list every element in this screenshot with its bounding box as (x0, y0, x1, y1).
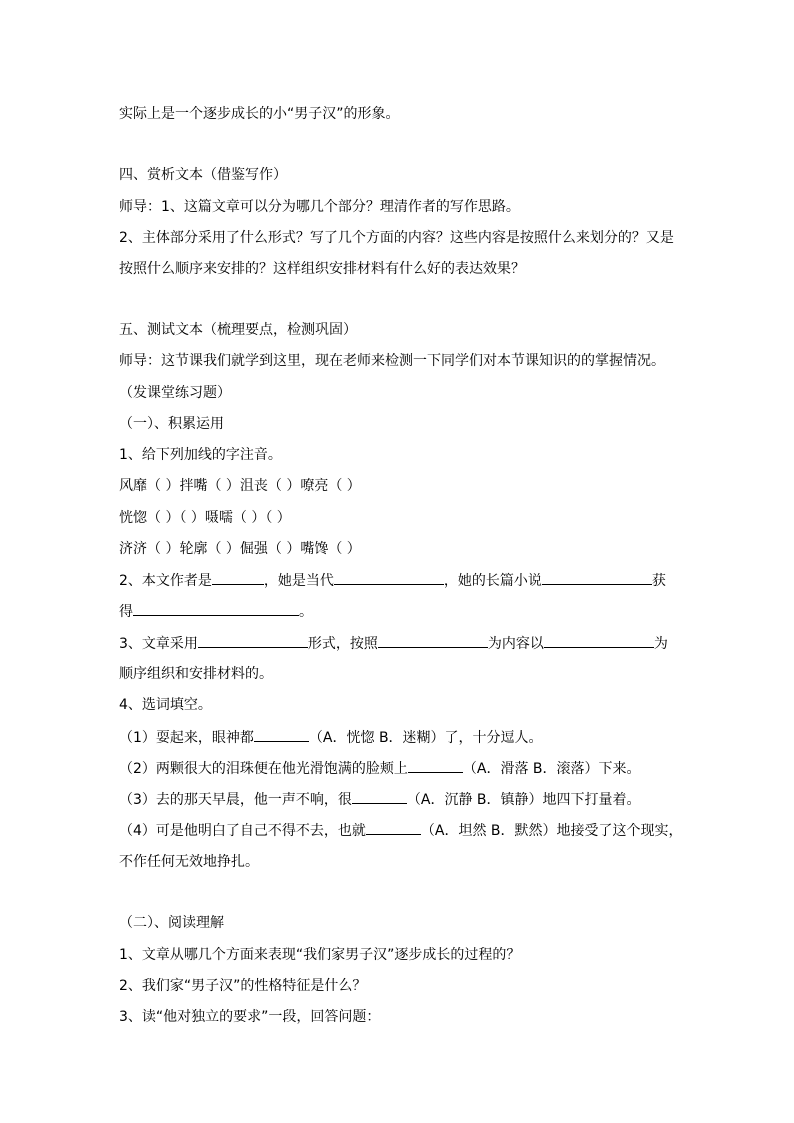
question-2-continued (119, 602, 313, 621)
paragraph-line: 顺序组织和安排材料的。 (119, 666, 273, 682)
question-text: ，她的长篇小说 (443, 573, 542, 589)
fill-blank[interactable] (378, 634, 488, 648)
subsection-heading: （一）、积累运用 (119, 416, 224, 432)
choice-item (119, 728, 543, 747)
question-3 (119, 634, 673, 653)
question-line: 1、给下列加线的字注音。 (119, 447, 282, 463)
fill-blank[interactable] (544, 634, 654, 648)
paragraph-line: 师导：1、这篇文章可以分为哪几个部分？理清作者的写作思路。 (119, 199, 520, 215)
fill-blank[interactable] (254, 728, 309, 742)
question-text: 。 (299, 604, 313, 620)
fill-blank[interactable] (352, 790, 407, 804)
paragraph-line: 师导：这节课我们就学到这里，现在老师来检测一下同学们对本节课知识的的掌握情况。 (119, 353, 665, 369)
fill-blank[interactable] (408, 759, 463, 773)
choice-item (119, 790, 641, 809)
section-heading-5: 五、测试文本（梳理要点，检测巩固） (119, 322, 357, 338)
question-text: 获 (651, 573, 666, 589)
question-line: 3、读“他对独立的要求”一段，回答问题： (119, 1009, 381, 1025)
choice-item (119, 821, 683, 840)
fill-blank[interactable] (366, 821, 421, 835)
question-line: 1、文章从哪几个方面来表现“我们家男子汉”逐步成长的过程的？ (119, 947, 521, 963)
section-heading-4: 四、赏析文本（借鉴写作） (119, 167, 287, 183)
item-text: （2）两颗很大的泪珠便在他光滑饱满的脸颊上 (119, 761, 408, 777)
question-text: 3、文章采用 (119, 636, 198, 652)
fill-blank[interactable] (334, 571, 444, 585)
pinyin-items: 风靡（ ）拌嘴（ ）沮丧（ ）嘹亮（ ） (119, 478, 361, 494)
fill-blank[interactable] (198, 634, 308, 648)
question-text: 为 (653, 636, 668, 652)
pinyin-items: 济济（ ）轮廓（ ）倔强（ ）嘴馋（ ） (119, 541, 361, 557)
paragraph-line: 2、主体部分采用了什么形式？写了几个方面的内容？这些内容是按照什么来划分的？又是 (119, 230, 674, 246)
item-text: （A．恍惚 B．迷糊）了，十分逗人。 (308, 730, 543, 746)
fill-blank[interactable] (542, 571, 652, 585)
item-text: （1）耍起来，眼神都 (119, 730, 254, 746)
item-text: （A．沉静 B．镇静）地四下打量着。 (406, 792, 641, 808)
fill-blank[interactable] (212, 571, 264, 585)
question-line: 2、我们家“男子汉”的性格特征是什么？ (119, 978, 367, 994)
question-text: 为内容以 (487, 636, 544, 652)
fill-blank[interactable] (133, 602, 299, 616)
question-line: 4、选词填空。 (119, 697, 212, 713)
item-text: （3）去的那天早晨，他一声不响，很 (119, 792, 352, 808)
paragraph-line: 不作任何无效地挣扎。 (119, 854, 259, 870)
item-text: （A．坦然 B．默然）地接受了这个现实， (420, 823, 683, 839)
pinyin-items: 恍惚（ ）（ ）嗫嚅（ ）（ ） (119, 510, 291, 526)
question-text: 形式，按照 (307, 636, 378, 652)
item-text: （A．滑落 B．滚落）下来。 (462, 761, 641, 777)
paragraph-line: 按照什么顺序来安排的？这样组织安排材料有什么好的表达效果？ (119, 261, 525, 277)
item-text: （4）可是他明白了自己不得不去，也就 (119, 823, 366, 839)
subsection-heading: （二）、阅读理解 (119, 915, 224, 931)
choice-item (119, 759, 641, 778)
paragraph-line: 实际上是一个逐步成长的小“男子汉”的形象。 (119, 106, 400, 122)
question-text: 2、本文作者是 (119, 573, 212, 589)
paragraph-line: （发课堂练习题） (119, 385, 231, 401)
question-text: ，她是当代 (263, 573, 334, 589)
question-text: 得 (119, 604, 133, 620)
question-2 (119, 571, 673, 590)
